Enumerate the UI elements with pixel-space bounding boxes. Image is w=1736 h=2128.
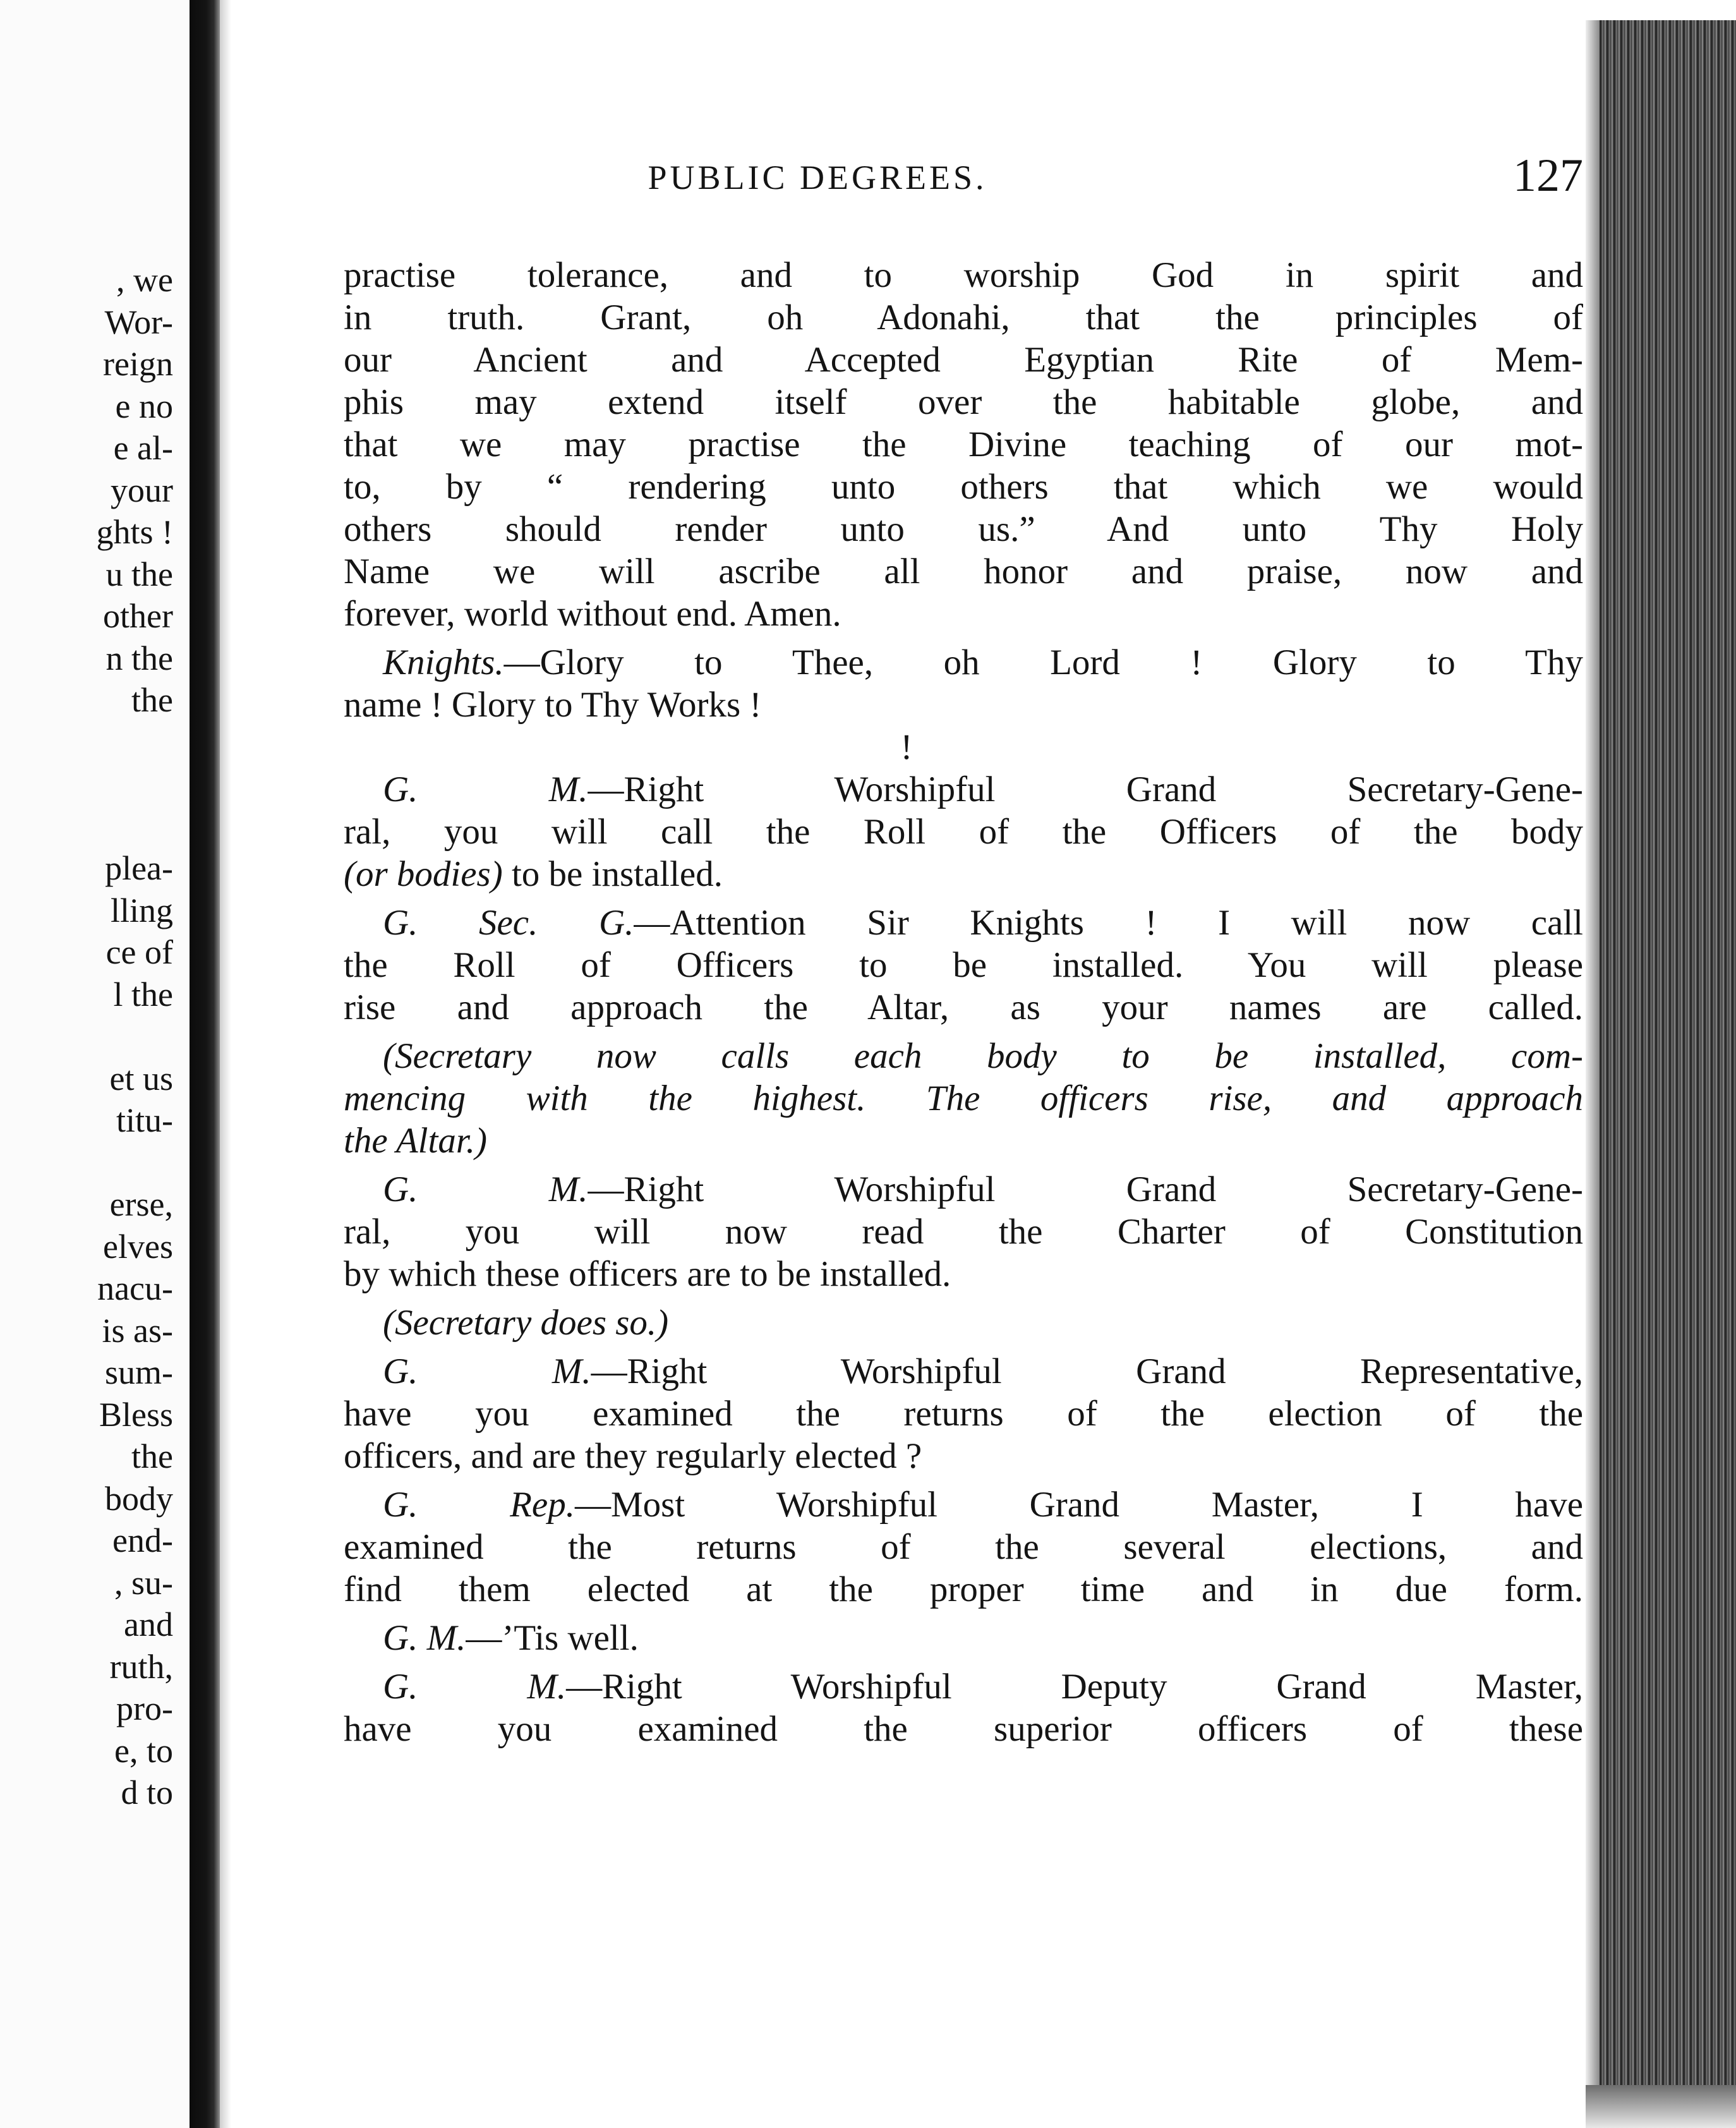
left-page-fragment: plea-: [105, 849, 173, 887]
page-edge-highlight: [1586, 20, 1600, 2093]
speaker-label: G. M.: [383, 1667, 567, 1707]
left-page-fragment: l the: [113, 975, 173, 1013]
left-page-fragment: titu-: [116, 1101, 173, 1139]
book-page: [231, 0, 1586, 2128]
speech-text: —Right Worshipful Grand Secretary-Gene-: [588, 1170, 1583, 1209]
left-page-fragment: e, to: [114, 1731, 173, 1770]
left-page-fragment: [97, 806, 174, 848]
text-line: [344, 1617, 1583, 1659]
text-line: forever, world without end. Amen.: [344, 594, 841, 634]
left-page-fragment: e no: [115, 387, 173, 425]
left-page-fragment: end-: [112, 1521, 173, 1559]
text-line: that we may practise the Divine teaching of our mot-: [344, 425, 1583, 464]
text-line: in truth. Grant, oh Adonahi, that the principles of: [344, 298, 1583, 337]
text-line: the Roll of Officers to be installed. You will please: [344, 945, 1583, 985]
stage-direction: [344, 1035, 1583, 1162]
text-line: officers, and are they regularly elected ?: [344, 1436, 922, 1476]
book-fore-edge: [1586, 20, 1736, 2093]
left-page-fragment: nacu-: [97, 1269, 173, 1307]
body-text: [344, 254, 1583, 1750]
text-line: examined the returns of the several elections, and: [344, 1527, 1583, 1567]
text-line: [344, 1350, 1583, 1393]
text-line: name ! Glory to Thy Works !: [344, 685, 762, 725]
text-line: [344, 1666, 1583, 1708]
text-line: [344, 641, 1583, 684]
text-line: ral, you will call the Roll of the Officers of the body: [344, 812, 1583, 852]
running-title: PUBLIC DEGREES.: [648, 159, 987, 196]
speech-text: —Right Worshipful Grand Representative,: [591, 1351, 1583, 1391]
left-page-fragment: e al-: [113, 429, 173, 467]
text-line: [344, 1168, 1583, 1211]
left-page-fragment: your: [111, 471, 173, 509]
text-line: [344, 853, 1583, 895]
left-page-fragment: lling: [110, 891, 173, 929]
text-line: (Secretary does so.): [383, 1303, 669, 1343]
speaker-label: Knights.: [383, 643, 504, 682]
speech-text: —’Tis well.: [466, 1618, 639, 1658]
speaker-label: G. M.: [383, 1618, 466, 1658]
prayer-paragraph: [344, 254, 1583, 635]
left-page-fragment: ruth,: [109, 1647, 173, 1686]
gm-speech-deputy: [344, 1666, 1583, 1750]
text-line: Name we will ascribe all honor and praise, now and: [344, 552, 1583, 591]
secretary-speech: [344, 902, 1583, 1029]
left-page-fragment: body: [105, 1479, 173, 1518]
left-page-fragment: [97, 1142, 174, 1184]
left-page-fragments: [97, 259, 174, 1814]
speech-text: —Right Worshipful Grand Secretary-Gene-: [588, 770, 1583, 809]
gm-speech-election: [344, 1350, 1583, 1477]
text-line: rise and approach the Altar, as your names are called.: [344, 988, 1583, 1027]
speaker-label: G. Sec. G.: [383, 903, 634, 943]
gm-speech-charter: [344, 1168, 1583, 1295]
gm-speech-roll-call: [344, 768, 1583, 895]
speech-text: —Right Worshipful Deputy Grand Master,: [566, 1667, 1583, 1707]
page-number: 127: [1513, 150, 1583, 202]
left-page-fragment: is as-: [102, 1311, 173, 1350]
book-gutter: [190, 0, 220, 2128]
left-page-fragment: , su-: [114, 1563, 173, 1602]
text-line: practise tolerance, and to worship God in spirit and: [344, 255, 1583, 295]
text-line: have you examined the returns of the election of the: [344, 1394, 1583, 1434]
text-line: others should render unto us.” And unto Thy Holy: [344, 509, 1583, 549]
left-page-fragment: and: [124, 1605, 173, 1643]
left-page-fragment: d to: [121, 1774, 173, 1811]
text-line: mencing with the highest. The officers rise, and approach: [344, 1079, 1583, 1118]
left-page-fragment: et us: [109, 1059, 173, 1097]
representative-speech: [344, 1484, 1583, 1611]
text-line: [344, 768, 1583, 811]
text-line: our Ancient and Accepted Egyptian Rite of Mem-: [344, 340, 1583, 380]
text-line: to, by “ rendering unto others that which we would: [344, 467, 1583, 507]
left-page-fragment: [97, 1015, 174, 1058]
left-page-fragment: Wor-: [104, 303, 173, 341]
text-line: [344, 1484, 1583, 1526]
text-line: find them elected at the proper time and in due form.: [344, 1569, 1583, 1609]
stage-direction: [344, 1302, 1583, 1344]
left-page-fragment: elves: [103, 1227, 173, 1266]
left-page-fragment: erse,: [109, 1185, 173, 1223]
left-page-fragment: u the: [105, 555, 173, 593]
text-line: have you examined the superior officers of these: [344, 1709, 1583, 1749]
left-page-fragment: [97, 722, 174, 764]
speaker-label: G. M.: [383, 1351, 591, 1391]
left-page-fragment: [97, 763, 174, 806]
text-line: ral, you will now read the Charter of Constitution: [344, 1212, 1583, 1252]
gm-speech-tis-well: [344, 1617, 1583, 1659]
italic-aside: (or bodies): [344, 854, 503, 894]
left-facing-page: [0, 0, 190, 2128]
left-page-fragment: sum-: [105, 1353, 173, 1391]
speech-text: to be installed.: [502, 854, 723, 894]
left-page-fragment: n the: [105, 639, 173, 677]
knights-response: [344, 641, 1583, 726]
left-page-fragment: the: [131, 1437, 173, 1475]
speech-text: —Glory to Thee, oh Lord ! Glory to Thy: [503, 643, 1583, 682]
text-line: [344, 902, 1583, 944]
left-page-fragment: pro-: [116, 1690, 173, 1727]
left-page-fragment: other: [103, 597, 173, 635]
speaker-label: G. M.: [383, 770, 588, 809]
gutter-shadow: [220, 0, 231, 2128]
stray-exclamation-mark: !: [900, 727, 913, 767]
left-page-fragment: reign: [103, 345, 173, 383]
speaker-label: G. M.: [383, 1170, 588, 1209]
speaker-label: G. Rep.: [383, 1485, 575, 1525]
left-page-fragment: , we: [116, 261, 173, 299]
speech-text: —Attention Sir Knights ! I will now call: [634, 903, 1583, 943]
running-head: [344, 149, 1583, 206]
text-line: (Secretary now calls each body to be installed, com-: [383, 1036, 1583, 1076]
text-line: phis may extend itself over the habitable globe, and: [344, 382, 1583, 422]
speech-text: —Most Worshipful Grand Master, I have: [574, 1485, 1583, 1525]
text-line: by which these officers are to be installed.: [344, 1254, 951, 1294]
left-page-fragment: ce of: [105, 933, 173, 971]
left-page-fragment: Bless: [99, 1395, 173, 1434]
left-page-fragment: the: [131, 681, 173, 719]
left-page-fragment: ghts !: [96, 513, 173, 551]
text-line: the Altar.): [344, 1121, 487, 1161]
